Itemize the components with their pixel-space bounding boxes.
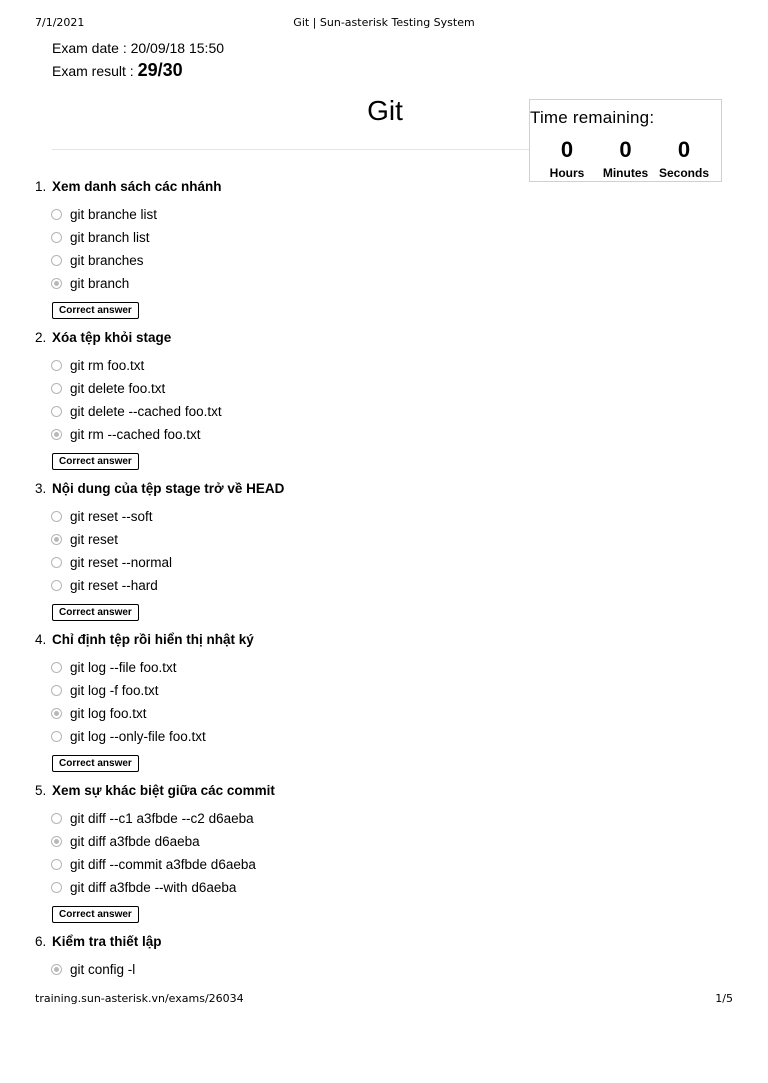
question-text: Chỉ định tệp rồi hiển thị nhật ký — [52, 632, 254, 647]
radio-selected-icon[interactable] — [51, 964, 62, 975]
timer-minutes — [597, 138, 655, 180]
question-heading — [35, 479, 515, 499]
answer-option[interactable] — [51, 400, 515, 423]
answer-option[interactable] — [51, 958, 515, 981]
answer-option[interactable] — [51, 354, 515, 377]
answer-option[interactable] — [51, 702, 515, 725]
exam-result — [52, 59, 224, 81]
answer-option-label: git reset — [70, 532, 119, 547]
timer-seconds-value: 0 — [677, 137, 691, 162]
answer-option[interactable] — [51, 272, 515, 295]
answer-option-label: git branch list — [70, 230, 150, 245]
question-heading — [35, 328, 515, 348]
print-footer — [35, 992, 733, 1006]
radio-icon[interactable] — [51, 383, 62, 394]
exam-result-label: Exam result : — [52, 63, 138, 79]
answer-option[interactable] — [51, 249, 515, 272]
answer-option[interactable] — [51, 807, 515, 830]
timer-label: Time remaining: — [530, 108, 655, 127]
correct-answer-button[interactable]: Correct answer — [52, 302, 139, 319]
answer-option-label: git config -l — [70, 962, 136, 977]
answer-option-label: git log --file foo.txt — [70, 660, 177, 675]
question-text: Xóa tệp khỏi stage — [52, 330, 172, 345]
radio-icon[interactable] — [51, 557, 62, 568]
timer-seconds-label: Seconds — [658, 166, 709, 180]
print-page-number: 1/5 — [715, 992, 733, 1005]
question-5 — [35, 781, 515, 932]
timer-box — [529, 99, 722, 182]
answer-option[interactable] — [51, 226, 515, 249]
question-text: Kiểm tra thiết lập — [52, 934, 162, 949]
question-list — [35, 177, 515, 1083]
radio-icon[interactable] — [51, 662, 62, 673]
radio-selected-icon[interactable] — [51, 534, 62, 545]
radio-selected-icon[interactable] — [51, 429, 62, 440]
question-heading — [35, 932, 515, 952]
answer-option-label: git log -f foo.txt — [70, 683, 159, 698]
exam-info — [52, 37, 224, 81]
radio-icon[interactable] — [51, 232, 62, 243]
exam-date-label: Exam date : — [52, 40, 131, 56]
answer-option[interactable] — [51, 423, 515, 446]
answer-option[interactable] — [51, 656, 515, 679]
radio-icon[interactable] — [51, 255, 62, 266]
answer-option[interactable] — [51, 574, 515, 597]
question-number: 4. — [35, 632, 47, 647]
timer-minutes-label: Minutes — [602, 166, 649, 180]
radio-selected-icon[interactable] — [51, 708, 62, 719]
answer-options — [35, 354, 515, 446]
answer-option-label: git rm --cached foo.txt — [70, 427, 201, 442]
radio-icon[interactable] — [51, 859, 62, 870]
answer-options — [35, 958, 515, 981]
answer-option[interactable] — [51, 377, 515, 400]
timer-seconds — [655, 138, 713, 180]
question-4 — [35, 630, 515, 781]
answer-option[interactable] — [51, 203, 515, 226]
answer-option-label: git reset --soft — [70, 509, 153, 524]
radio-icon[interactable] — [51, 731, 62, 742]
question-number: 5. — [35, 783, 47, 798]
radio-icon[interactable] — [51, 209, 62, 220]
timer-hours — [538, 138, 596, 180]
question-3 — [35, 479, 515, 630]
print-header — [35, 16, 733, 30]
answer-option-label: git diff a3fbde --with d6aeba — [70, 880, 237, 895]
correct-answer-button[interactable]: Correct answer — [52, 906, 139, 923]
exam-date — [52, 37, 224, 59]
answer-option-label: git log foo.txt — [70, 706, 147, 721]
answer-option-label: git diff a3fbde d6aeba — [70, 834, 200, 849]
answer-option-label: git reset --normal — [70, 555, 173, 570]
answer-option-label: git branch — [70, 276, 130, 291]
timer-hours-value: 0 — [560, 137, 574, 162]
page-title: Git — [367, 95, 403, 126]
answer-option[interactable] — [51, 528, 515, 551]
answer-option-label: git delete foo.txt — [70, 381, 166, 396]
question-2 — [35, 328, 515, 479]
exam-result-value: 29/30 — [137, 60, 183, 80]
radio-icon[interactable] — [51, 406, 62, 417]
question-number: 3. — [35, 481, 47, 496]
exam-date-value: 20/09/18 15:50 — [130, 40, 225, 56]
radio-icon[interactable] — [51, 511, 62, 522]
timer-hours-label: Hours — [549, 166, 585, 180]
correct-answer-button[interactable]: Correct answer — [52, 755, 139, 772]
answer-option[interactable] — [51, 853, 515, 876]
radio-icon[interactable] — [51, 882, 62, 893]
correct-answer-button[interactable]: Correct answer — [52, 604, 139, 621]
radio-icon[interactable] — [51, 360, 62, 371]
timer-minutes-value: 0 — [619, 137, 632, 162]
answer-option-label: git diff --c1 a3fbde --c2 d6aeba — [70, 811, 254, 826]
print-title: Git | Sun-asterisk Testing System — [293, 16, 475, 29]
question-text: Xem danh sách các nhánh — [52, 179, 222, 194]
answer-option[interactable] — [51, 725, 515, 748]
answer-option-label: git branches — [70, 253, 144, 268]
answer-option[interactable] — [51, 505, 515, 528]
answer-option-label: git rm foo.txt — [70, 358, 145, 373]
question-text: Xem sự khác biệt giữa các commit — [52, 783, 275, 798]
radio-icon[interactable] — [51, 580, 62, 591]
radio-icon[interactable] — [51, 685, 62, 696]
answer-option-label: git delete --cached foo.txt — [70, 404, 222, 419]
answer-options — [35, 203, 515, 295]
answer-options — [35, 807, 515, 899]
question-number: 1. — [35, 179, 47, 194]
question-heading — [35, 177, 515, 197]
answer-option-label: git log --only-file foo.txt — [70, 729, 206, 744]
answer-option[interactable] — [51, 876, 515, 899]
question-1 — [35, 177, 515, 328]
question-heading — [35, 781, 515, 801]
answer-option-label: git branche list — [70, 207, 158, 222]
question-number: 6. — [35, 934, 47, 949]
question-text: Nội dung của tệp stage trở về HEAD — [52, 481, 285, 496]
answer-option-label: git diff --commit a3fbde d6aeba — [70, 857, 256, 872]
question-number: 2. — [35, 330, 47, 345]
answer-option[interactable] — [51, 551, 515, 574]
answer-options — [35, 656, 515, 748]
radio-selected-icon[interactable] — [51, 836, 62, 847]
question-heading — [35, 630, 515, 650]
question-6 — [35, 932, 515, 1083]
answer-option[interactable] — [51, 679, 515, 702]
print-date: 7/1/2021 — [35, 16, 85, 29]
answer-option-label: git reset --hard — [70, 578, 158, 593]
radio-selected-icon[interactable] — [51, 278, 62, 289]
print-url: training.sun-asterisk.vn/exams/26034 — [35, 992, 244, 1005]
answer-options — [35, 505, 515, 597]
answer-option[interactable] — [51, 830, 515, 853]
radio-icon[interactable] — [51, 813, 62, 824]
correct-answer-button[interactable]: Correct answer — [52, 453, 139, 470]
